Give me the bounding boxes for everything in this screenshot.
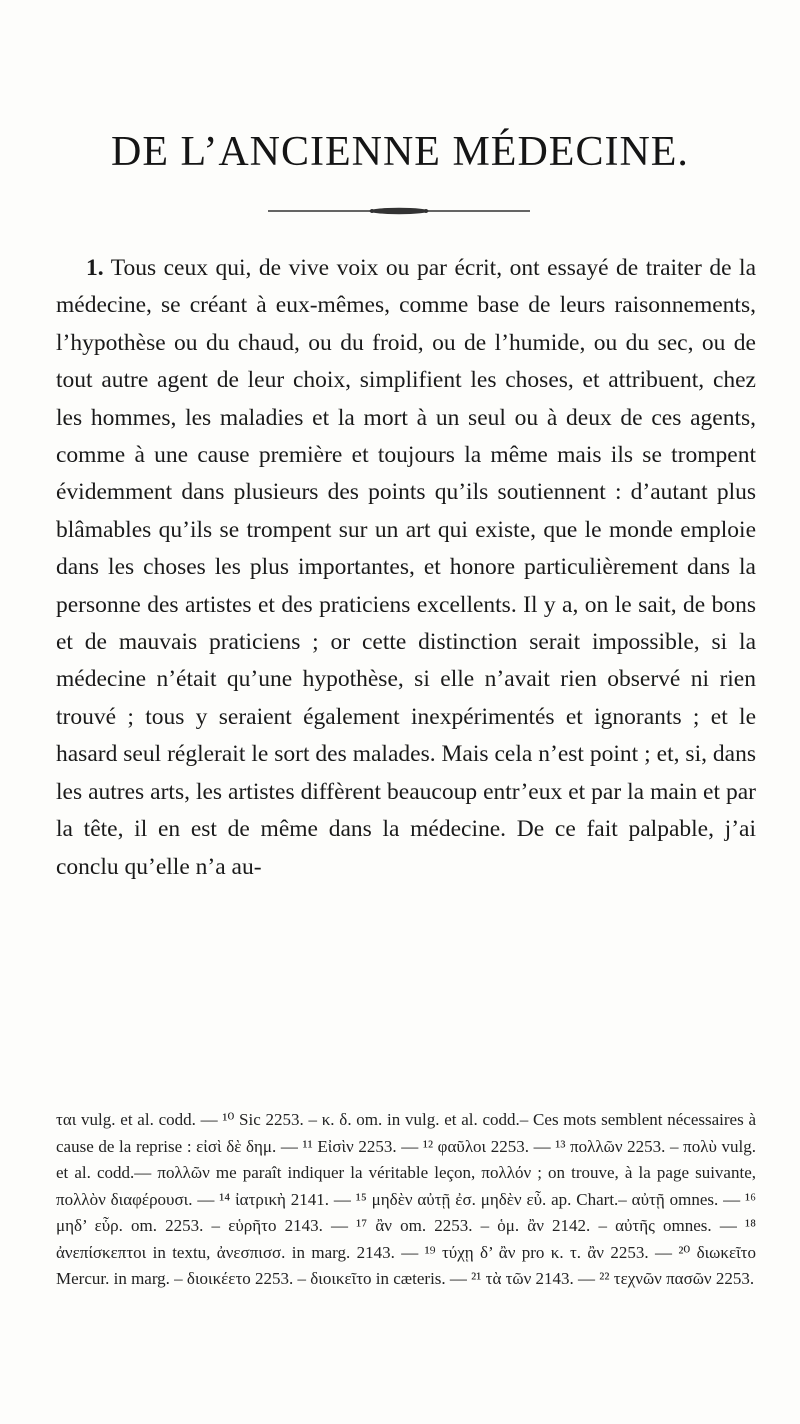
decorative-rule <box>268 207 530 215</box>
paragraph-body: Tous ceux qui, de vive voix ou par écrit, ont essayé de traiter de la médecine, se créant à eux-mêmes, comme base de leurs raisonnements, l’hypothèse ou du chaud, ou du froid, ou de l’humide, ou du sec, ou de tout autre agent de leur choix, simplifient les choses, et attribuent, chez les hommes, les maladies et la mort à un seul ou à deux de ces agents, comme à une cause première et toujours la même mais ils se trompent évidemment dans plusieurs des points qu’ils soutiennent : d’autant plus blâmables qu’ils se trompent sur un art qui existe, que le monde emploie dans les choses les plus importantes, et honore particulièrement dans la personne des artistes et des praticiens excellents. Il y a, on le sait, de bons et de mauvais praticiens ; or cette distinction serait impossible, si la médecine n’était qu’une hypothèse, si elle n’avait rien observé ni rien trouvé ; tous y seraient également inexpérimentés et ignorants ; et le hasard seul réglerait le sort des malades. Mais cela n’est point ; et, si, dans les autres arts, les artistes diffèrent beaucoup entr’eux et par la main et par la tête, il en est de même dans la médecine. De ce fait palpable, j’ai conclu qu’elle n’a au- <box>56 255 757 880</box>
main-text-block <box>56 250 756 886</box>
running-title: DE L’ANCIENNE MÉDECINE. <box>111 129 689 175</box>
paragraph-number: 1. <box>86 255 104 281</box>
paragraph-1 <box>56 250 756 886</box>
variant-notes: ται vulg. et al. codd. — ¹⁰ Sic 2253. – κ. δ. om. in vulg. et al. codd.– Ces mots semblent nécessaires à cause de la reprise : εἰσὶ δὲ δημ. — ¹¹ Εἰσὶν 2253. — ¹² φαῦλοι 2253. — ¹³ πολλῶν 2253. – πολὺ vulg. et al. codd.— πολλῶν me paraît indiquer la véritable leçon, πολλόν ; on trouve, à la page suivante, πολλὸν διαφέρουσι. — ¹⁴ ἰατρικὴ 2141. — ¹⁵ μηδὲν αὐτῇ ἐσ. μηδὲν εὖ. ap. Chart.– αὐτῇ omnes. — ¹⁶ μηδ’ εὗρ. om. 2253. – εὑρῆτο 2143. — ¹⁷ ἂν om. 2253. – ὁμ. ἂν 2142. – αὐτῆς omnes. — ¹⁸ ἀνεπίσκεπτοι in textu, ἀνεσπισσ. in marg. 2143. — ¹⁹ τύχῃ δ’ ἂν pro κ. τ. ἂν 2253. — ²⁰ διωκεῖτο Mercur. in marg. – διοικέετο 2253. – διοικεῖτο in cæteris. — ²¹ τὰ τῶν 2143. — ²² τεχνῶν πασῶν 2253. <box>56 1110 756 1288</box>
footnotes <box>56 1107 756 1293</box>
